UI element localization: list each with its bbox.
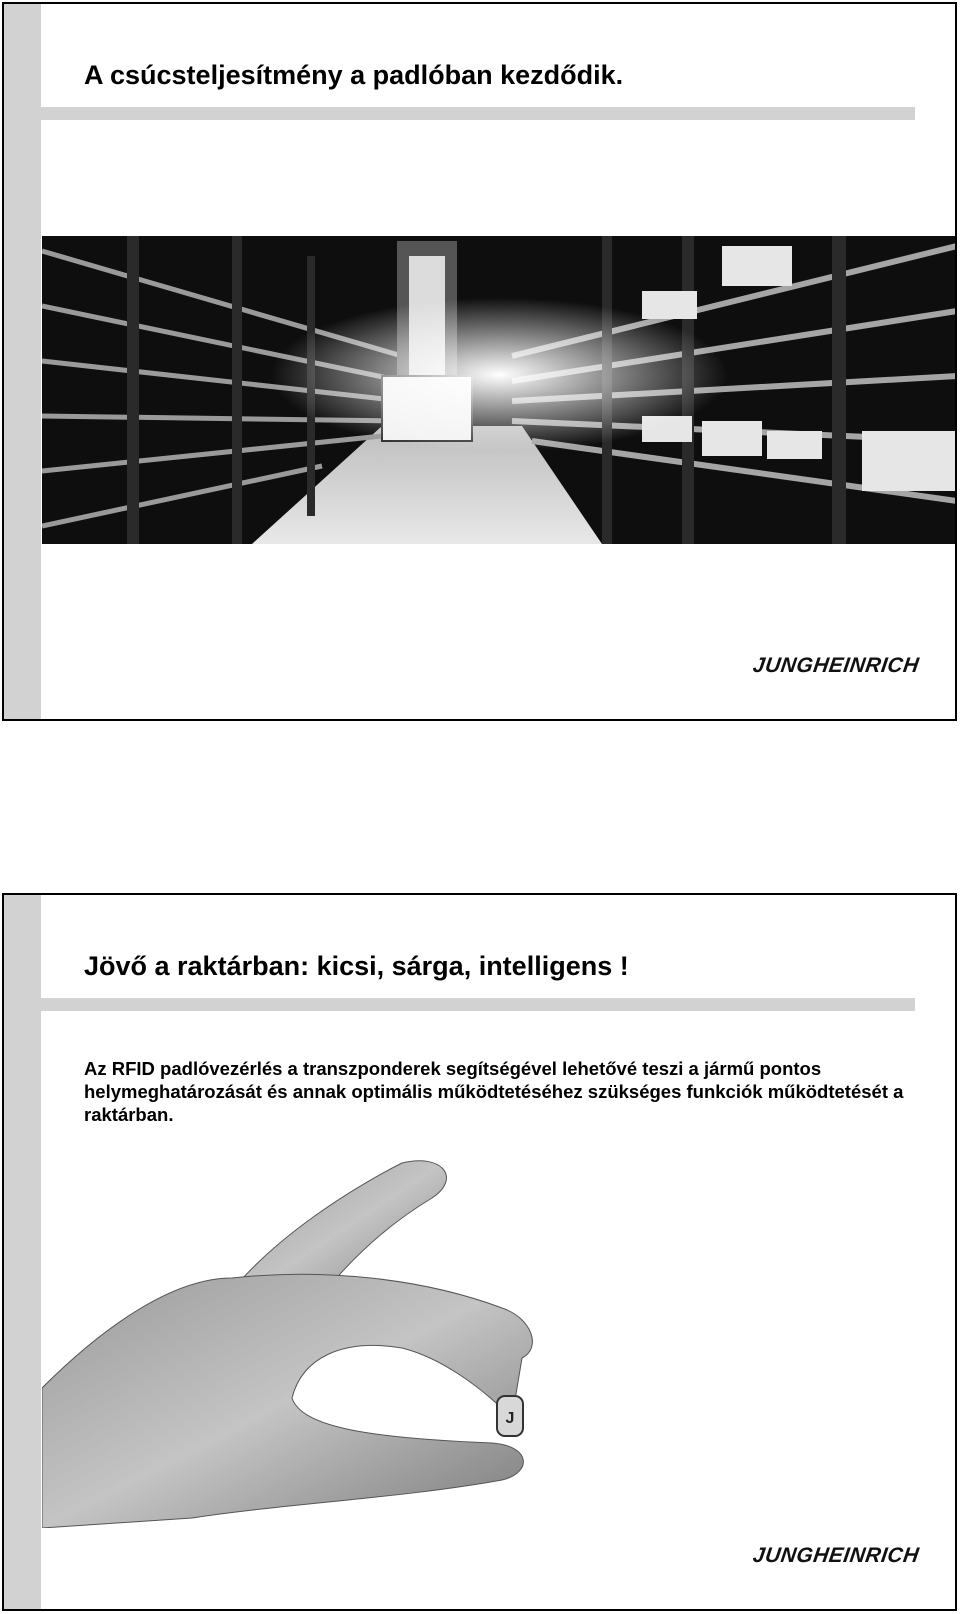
title-divider bbox=[41, 998, 915, 1011]
jungheinrich-logo: JUNGHEINRICH bbox=[751, 1544, 921, 1567]
slide-2 bbox=[2, 893, 957, 1611]
title-divider bbox=[41, 107, 915, 120]
hand-holding-transponder-photo bbox=[42, 1158, 642, 1528]
jungheinrich-logo: JUNGHEINRICH bbox=[751, 654, 921, 677]
slide-title: Jövő a raktárban: kicsi, sárga, intelligens ! bbox=[84, 951, 629, 981]
slide-side-bar bbox=[4, 895, 41, 1609]
slide-1 bbox=[2, 2, 957, 721]
slide-title: A csúcsteljesítmény a padlóban kezdődik. bbox=[84, 60, 624, 90]
svg-text:J: J bbox=[505, 1410, 515, 1427]
slide-body-text: Az RFID padlóvezérlés a transzponderek segítségével lehetővé teszi a jármű pontos helymeghatározását és annak optimális működtetéséhez szükséges funkciók működtetését a raktárban. bbox=[84, 1058, 904, 1125]
slide-side-bar bbox=[4, 4, 41, 719]
warehouse-aisle-photo bbox=[42, 236, 957, 544]
